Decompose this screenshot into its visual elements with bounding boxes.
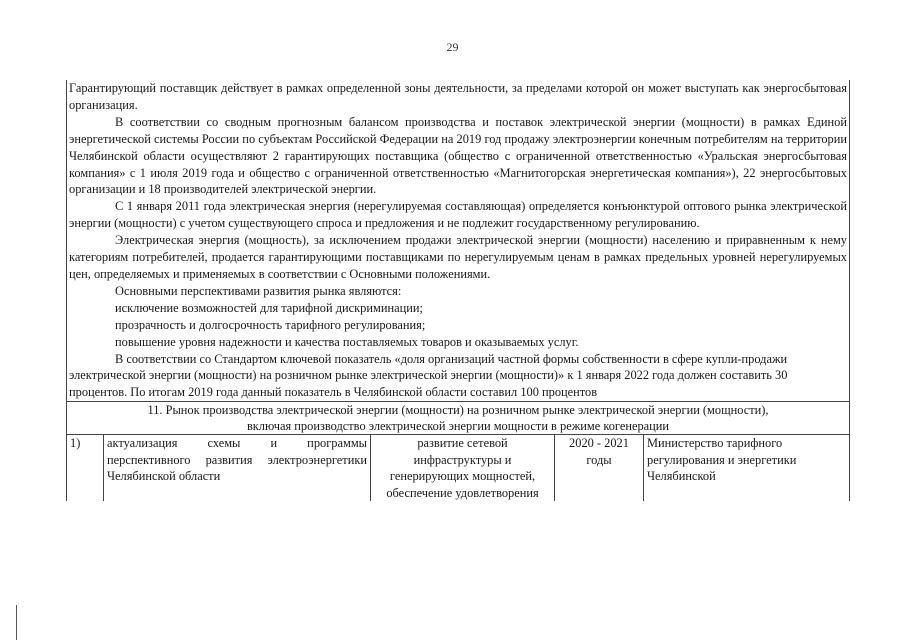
list-item: повышение уровня надежности и качества поставляемых товаров и оказываемых услуг. (115, 334, 579, 349)
result-cell: развитие сетевой инфраструктуры и генерирующих мощностей, обеспечение удовлетворения (371, 435, 555, 502)
table-row (67, 435, 849, 502)
responsible-cell: Министерство тарифного регулирования и энергетики Челябинской (644, 435, 850, 502)
measures-table (67, 434, 849, 501)
page-number: 29 (446, 40, 459, 54)
paragraph: Электрическая энергия (мощность), за исключением продажи электрической энергии (мощности) населению и приравненным к нему категориям потребителей, продается гарантирующими поставщиками по нерегулируемым ценам в рамках предельных уровней нерегулируемых цен, определяемых и применяемых в соответствии с Основными положениями. (69, 233, 847, 281)
text-block (67, 80, 849, 401)
paragraph: В соответствии со сводным прогнозным балансом производства и поставок электрической энергии (мощности) в рамках Единой энергетической системы России по субъектам Российской Федерации на 2019 год продажу электроэнергии конечным потребителям на территории Челябинской области осуществляют 2 гарантирующих поставщика (общество с ограниченной ответственностью «Уральская энергосбытовая компания» с 1 июля 2019 года и общество с ограниченной ответственностью «Магнитогорская энергетическая компания»), 22 энергосбытовых организации и 18 производителей электрической энергии. (69, 114, 847, 197)
list-item: прозрачность и долгосрочность тарифного регулирования; (115, 317, 426, 332)
section-title: 11. Рынок производства электрической энергии (мощности) на розничном рынке электрической энергии (мощности), включая производство электрической энергии мощности в режиме когенерации (67, 401, 849, 434)
paragraph: Основными перспективами развития рынка являются: (115, 283, 402, 298)
paragraph: В соответствии со Стандартом ключевой показатель «доля организаций частной формы собственности в сфере купли-продажи электрической энергии (мощности) на розничном рынке электрической энергии (мощности)» к 1 января 2022 года должен составить 30 процентов. По итогам 2019 года данный показатель в Челябинской области составил 100 процентов (69, 351, 788, 400)
term-cell: 2020 - 2021 годы (555, 435, 644, 502)
action-cell: актуализация схемы и программы перспективного развития электроэнергетики Челябинской области (104, 435, 371, 502)
scan-edge-mark (16, 605, 17, 640)
document-body (66, 80, 850, 501)
paragraph: С 1 января 2011 года электрическая энергия (нерегулируемая составляющая) определяется конъюнктурой оптового рынка электрической энергии (мощности) с учетом существующего спроса и предложения и не подлежит государственному регулированию. (69, 199, 847, 231)
list-item: исключение возможностей для тарифной дискриминации; (115, 300, 423, 315)
paragraph: Гарантирующий поставщик действует в рамках определенной зоны деятельности, за пределами которой он может выступать как энергосбытовая организация. (69, 81, 847, 112)
row-number: 1) (67, 435, 104, 502)
